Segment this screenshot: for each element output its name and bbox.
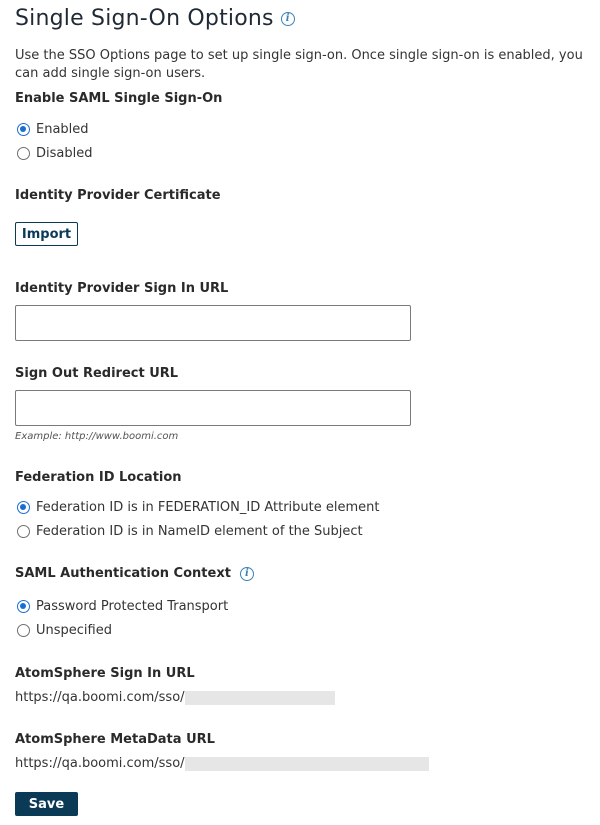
- atomsphere-sign-in-label: AtomSphere Sign In URL: [15, 666, 195, 681]
- auth-context-label-row: [15, 566, 254, 581]
- radio-label: Enabled: [36, 122, 89, 137]
- radio-button-checked[interactable]: [17, 123, 30, 136]
- page-title-row: [15, 6, 295, 31]
- page-title: Single Sign-On Options: [15, 6, 274, 31]
- sign-in-url-label: Identity Provider Sign In URL: [15, 281, 229, 296]
- sign-in-url-input[interactable]: [15, 305, 411, 341]
- atomsphere-metadata-label: AtomSphere MetaData URL: [15, 732, 215, 747]
- radio-label: Password Protected Transport: [36, 599, 229, 614]
- radio-button[interactable]: [17, 525, 30, 538]
- url-prefix: https://qa.boomi.com/sso/: [15, 690, 185, 705]
- enable-saml-label: Enable SAML Single Sign-On: [15, 91, 223, 106]
- radio-button-checked[interactable]: [17, 501, 30, 514]
- url-prefix: https://qa.boomi.com/sso/: [15, 756, 185, 771]
- atomsphere-sign-in-url: [15, 690, 335, 705]
- radio-federation-nameid[interactable]: [17, 524, 363, 539]
- sign-out-url-label: Sign Out Redirect URL: [15, 366, 179, 381]
- federation-label: Federation ID Location: [15, 470, 182, 485]
- sign-out-url-hint: Example: http://www.boomi.com: [15, 431, 179, 442]
- radio-label: Federation ID is in NameID element of the Subject: [36, 524, 363, 539]
- radio-button[interactable]: [17, 624, 30, 637]
- save-button[interactable]: Save: [15, 792, 78, 816]
- auth-context-label: SAML Authentication Context: [15, 566, 231, 581]
- radio-password-protected[interactable]: [17, 599, 228, 614]
- certificate-label: Identity Provider Certificate: [15, 188, 221, 203]
- radio-unspecified[interactable]: [17, 623, 112, 638]
- radio-label: Federation ID is in FEDERATION_ID Attribute element: [36, 500, 380, 515]
- info-icon[interactable]: i: [281, 12, 295, 26]
- redacted-text: [185, 691, 335, 705]
- radio-federation-attribute[interactable]: [17, 500, 380, 515]
- radio-button-checked[interactable]: [17, 600, 30, 613]
- import-button[interactable]: Import: [15, 222, 78, 246]
- page-description: Use the SSO Options page to set up single sign-on. Once single sign-on is enabled, you can add single sign-on users.: [15, 48, 583, 81]
- radio-disabled[interactable]: [17, 146, 92, 161]
- radio-label: Unspecified: [36, 623, 112, 638]
- redacted-text: [185, 757, 429, 771]
- radio-enabled[interactable]: [17, 122, 89, 137]
- sign-out-url-input[interactable]: [15, 390, 411, 426]
- atomsphere-metadata-url: [15, 756, 429, 771]
- radio-button[interactable]: [17, 147, 30, 160]
- radio-label: Disabled: [36, 146, 93, 161]
- info-icon[interactable]: i: [240, 567, 254, 581]
